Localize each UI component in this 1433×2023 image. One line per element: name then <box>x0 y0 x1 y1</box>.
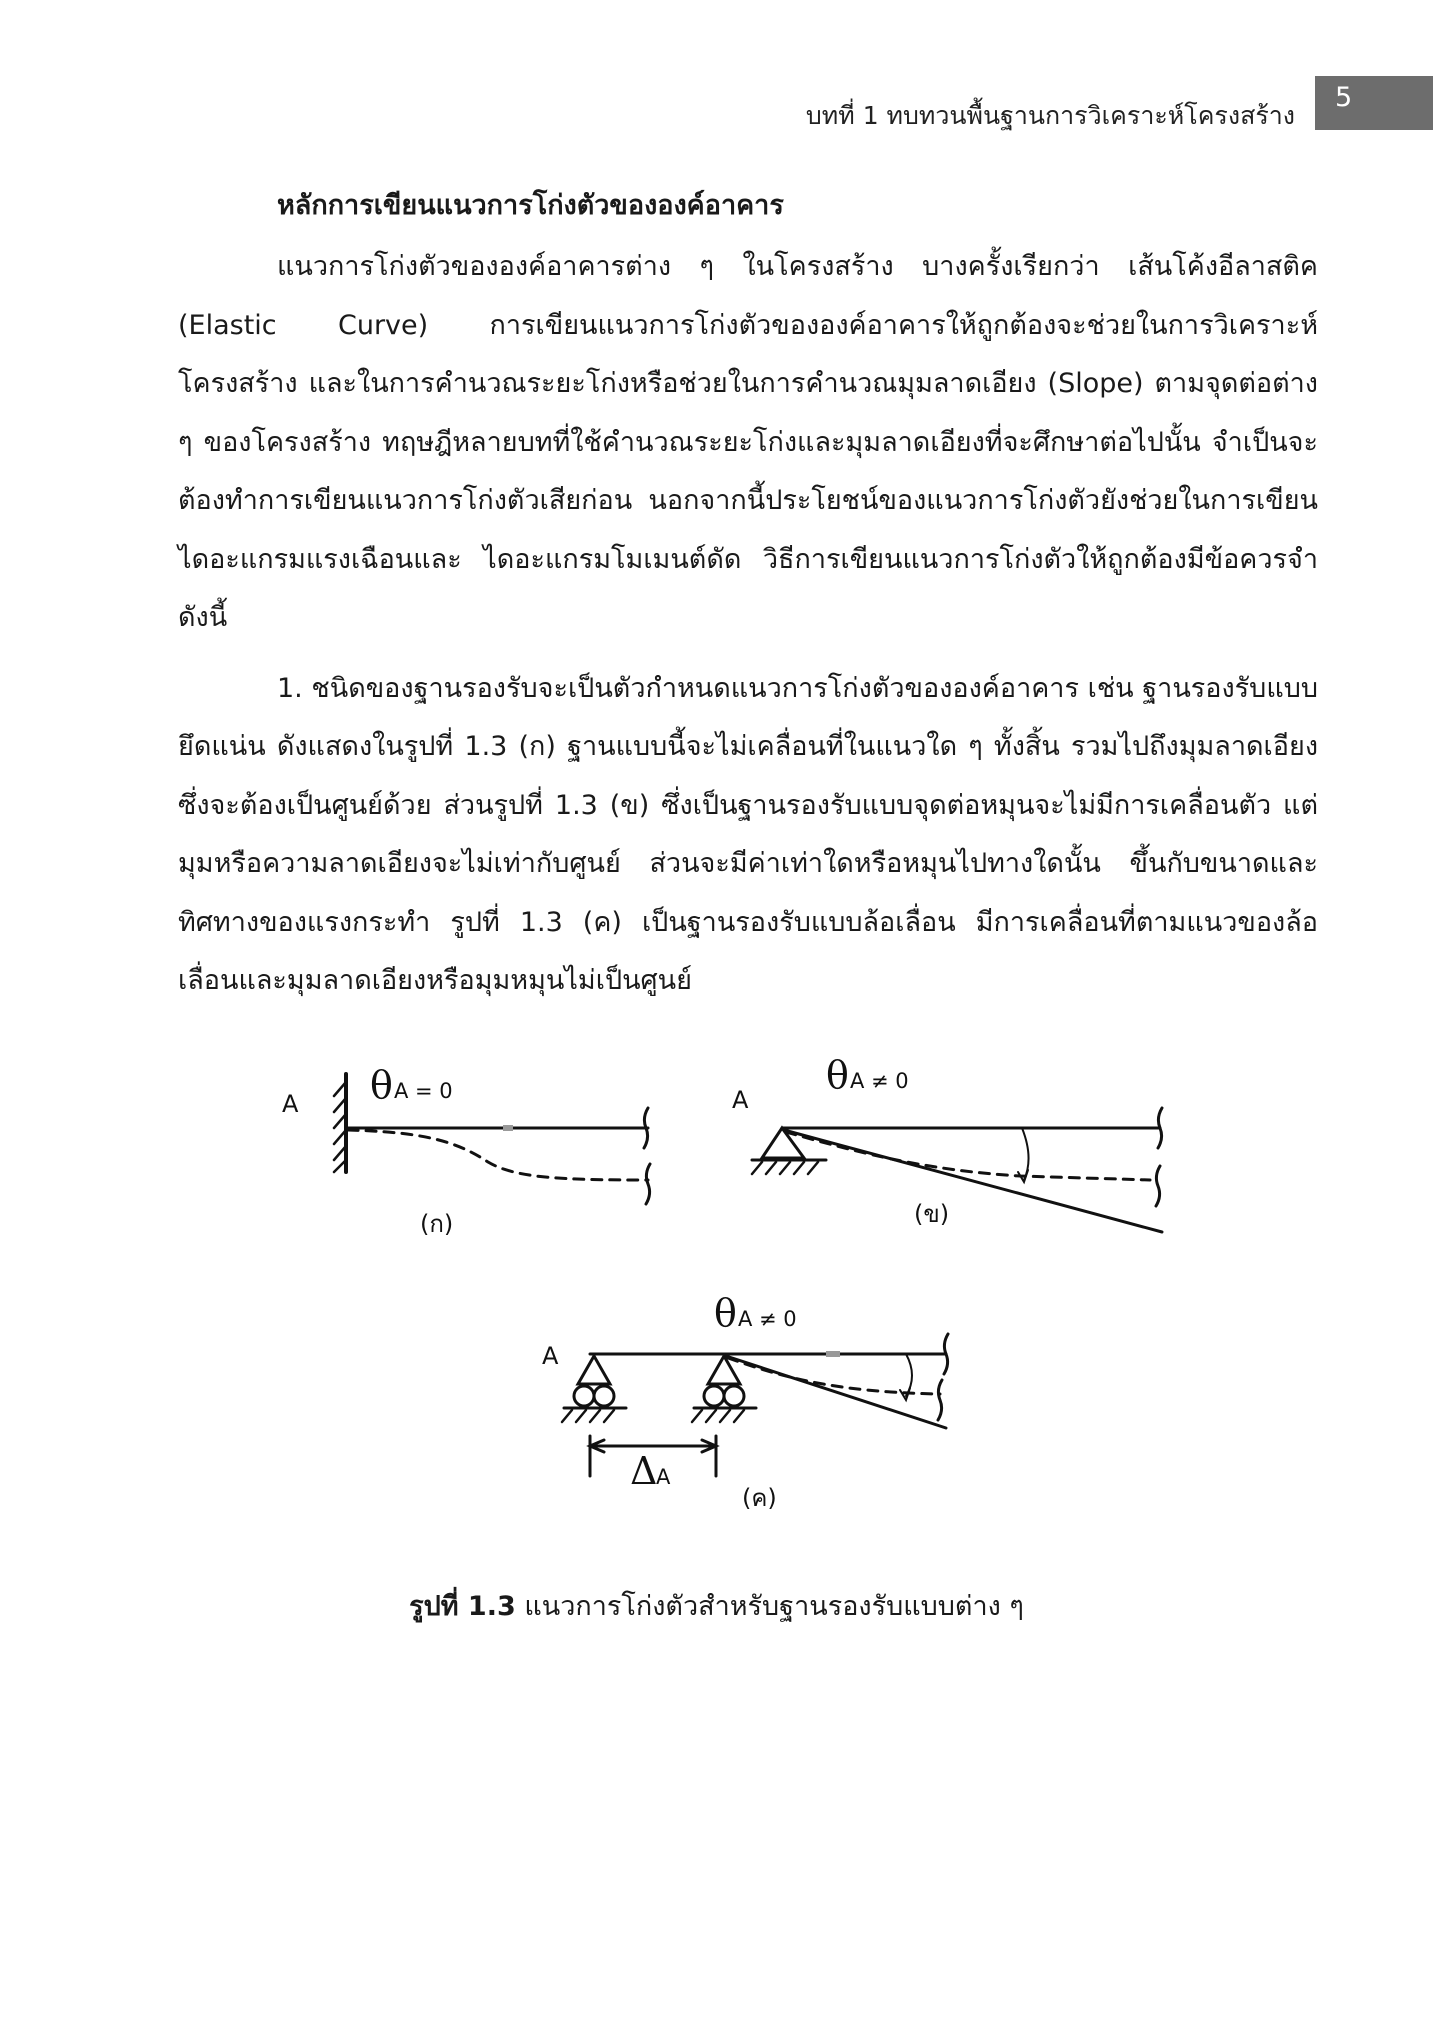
chapter-header: บทที่ 1 ทบทวนพื้นฐานการวิเคราะห์โครงสร้าง <box>805 101 1295 130</box>
fig-c-theta-subscript: A ≠ 0 <box>738 1307 797 1331</box>
section-heading: หลักการเขียนแนวการโก่งตัวขององค์อาคาร <box>277 190 784 221</box>
fig-c-point-label: A <box>542 1342 559 1370</box>
fig-c-caption-label: (ค) <box>742 1484 777 1512</box>
paragraph-2: 1. ชนิดของฐานรองรับจะเป็นตัวกำหนดแนวการโก่งตัวขององค์อาคาร เช่น ฐานรองรับแบบยึดแน่น ดังแสดงในรูปที่ 1.3 (ก) ฐานแบบนี้จะไม่เคลื่อนที่ในแนวใด ๆ ทั้งสิ้น รวมไปถึงมุมลาดเอียงซึ่งจะต้องเป็นศูนย์ด้วย ส่วนรูปที่ 1.3 (ข) ซึ่งเป็นฐานรองรับแบบจุดต่อหมุนจะไม่มีการเคลื่อนตัว แต่มุมหรือความลาดเอียงจะไม่เท่ากับศูนย์ ส่วนจะมีค่าเท่าใดหรือหมุนไปทางใดนั้น ขึ้นกับขนาดและทิศทางของแรงกระทำ รูปที่ 1.3 (ค) เป็นฐานรองรับแบบล้อเลื่อน มีการเคลื่อนที่ตามแนวของล้อเลื่อนและมุมลาดเอียงหรือมุมหมุนไม่เป็นศูนย์ <box>178 672 1318 996</box>
paragraph-1: แนวการโก่งตัวขององค์อาคารต่าง ๆ ในโครงสร้าง บางครั้งเรียกว่า เส้นโค้งอีลาสติค (Elastic Curve) การเขียนแนวการโก่งตัวขององค์อาคารให้ถูกต้องจะช่วยในการวิเคราะห์โครงสร้าง และในการคำนวณระยะโก่งหรือช่วยในการคำนวณมุมลาดเอียง (Slope) ตามจุดต่อต่าง ๆ ของโครงสร้าง ทฤษฎีหลายบทที่ใช้คำนวณระยะโก่งและมุมลาดเอียงที่จะศึกษาต่อไปนั้น จำเป็นจะต้องทำการเขียนแนวการโก่งตัวเสียก่อน นอกจากนี้ประโยชน์ของแนวการโก่งตัวยังช่วยในการเขียนไดอะแกรมแรงเฉือนและ ไดอะแกรมโมเมนต์ดัด วิธีการเขียนแนวการโก่งตัวให้ถูกต้องมีข้อควรจำดังนี้ <box>178 251 1318 633</box>
diagram-pin-support <box>752 1108 1162 1232</box>
fig-c-delta-subscript: A <box>656 1465 671 1489</box>
fig-b-point-label: A <box>732 1086 749 1114</box>
fig-a-theta-symbol: θ <box>370 1063 393 1107</box>
diagram-roller-support <box>562 1334 948 1476</box>
fig-c-delta-symbol: Δ <box>630 1449 658 1493</box>
fig-a-theta-subscript: A = 0 <box>394 1079 453 1103</box>
page-number: 5 <box>1335 82 1353 113</box>
fig-b-caption-label: (ข) <box>914 1200 950 1228</box>
fig-b-theta-symbol: θ <box>826 1053 849 1097</box>
figure-caption <box>0 1584 1433 1627</box>
fig-c-theta-symbol: θ <box>714 1291 737 1335</box>
fig-a-caption-label: (ก) <box>420 1210 454 1238</box>
fig-b-theta-subscript: A ≠ 0 <box>850 1069 909 1093</box>
figure-caption-number: รูปที่ 1.3 <box>409 1591 516 1622</box>
figure-caption-text: แนวการโก่งตัวสำหรับฐานรองรับแบบต่าง ๆ <box>515 1591 1024 1622</box>
fig-a-point-label: A <box>282 1090 299 1118</box>
